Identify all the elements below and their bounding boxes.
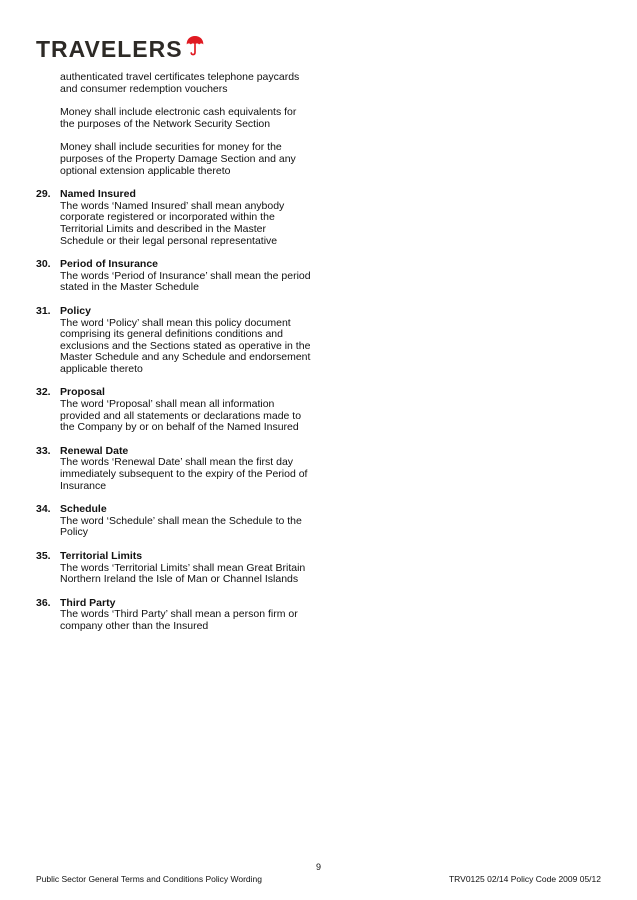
- definition-term: Proposal: [60, 386, 105, 399]
- footer-policy-code: TRV0125 02/14 Policy Code 2009 05/12: [448, 874, 601, 884]
- definition-item: [36, 189, 326, 247]
- umbrella-icon: [185, 34, 205, 63]
- definition-text: The word ‘Proposal’ shall mean all information provided and all statements or declarations made to the Company by or on behalf of the Named Insured: [60, 398, 302, 434]
- definition-number: 33.: [36, 444, 51, 457]
- document-body: [36, 72, 326, 645]
- definition-number: 36.: [36, 596, 51, 609]
- definition-term: Schedule: [60, 503, 107, 516]
- definition-term: Renewal Date: [60, 444, 129, 457]
- definition-number: 35.: [36, 550, 51, 562]
- continuation-paragraph: Money shall include securities for money for the purposes of the Property Damage Section and any optional extension applicable thereto: [60, 141, 296, 177]
- travelers-logo: [36, 38, 205, 63]
- definition-text: The words ‘Territorial Limits’ shall mean Great Britain Northern Ireland the Isle of Man or Channel Islands: [60, 561, 306, 586]
- continuation-paragraph: authenticated travel certificates telephone paycards and consumer redemption vouchers: [60, 71, 300, 95]
- definition-item: [36, 259, 326, 294]
- definition-number: 32.: [36, 386, 51, 399]
- definition-text: The word ‘Policy’ shall mean this policy document comprising its general definitions conditions and exclusions and the Sections stated as operative in the Master Schedule and any Schedule and endorsement applicable thereto: [60, 316, 311, 375]
- definition-number: 34.: [36, 503, 51, 516]
- definition-item: [36, 504, 326, 539]
- definition-term: Territorial Limits: [60, 550, 143, 562]
- definition-text: The words ‘Period of Insurance’ shall mean the period stated in the Master Schedule: [60, 269, 311, 294]
- definition-text: The words ‘Renewal Date’ shall mean the first day immediately subsequent to the expiry of the Period of Insurance: [60, 456, 308, 492]
- travelers-logo-text: TRAVELERS: [36, 36, 183, 62]
- definition-text: The words ‘Named Insured’ shall mean anybody corporate registered or incorporated within the Territorial Limits and described in the Master Schedule or their legal personal representative: [60, 199, 285, 247]
- definition-term: Third Party: [60, 596, 116, 609]
- page-footer: [36, 874, 601, 884]
- definition-term: Named Insured: [60, 188, 136, 201]
- definition-item: [36, 387, 326, 433]
- definition-number: 30.: [36, 258, 51, 271]
- definition-item: [36, 598, 326, 633]
- definition-item: [36, 551, 326, 586]
- footer-document-title: Public Sector General Terms and Conditions Policy Wording: [36, 874, 262, 884]
- definition-term: Period of Insurance: [60, 258, 159, 271]
- definition-item: [36, 446, 326, 492]
- definition-item: [36, 306, 326, 376]
- definition-text: The words ‘Third Party’ shall mean a person firm or company other than the Insured: [60, 608, 298, 632]
- definition-text: The word ‘Schedule’ shall mean the Schedule to the Policy: [60, 514, 302, 539]
- page-number: 9: [315, 862, 321, 872]
- definition-number: 31.: [36, 304, 51, 317]
- continuation-paragraph: Money shall include electronic cash equivalents for the purposes of the Network Security Section: [60, 106, 297, 130]
- definition-term: Policy: [60, 304, 91, 317]
- definition-number: 29.: [36, 188, 51, 201]
